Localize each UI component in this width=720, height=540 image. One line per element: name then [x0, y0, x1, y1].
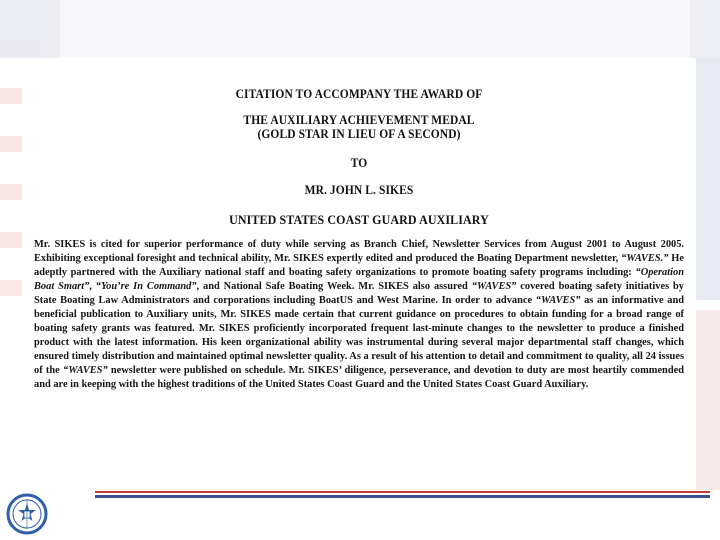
newsletter-title: “WAVES” — [535, 295, 581, 307]
body-text-segment: , and National Safe Boating Week. Mr. SIKES also assured — [196, 281, 472, 293]
program-name: “You’re In Command” — [95, 281, 197, 293]
newsletter-title: “WAVES.” — [621, 253, 669, 265]
award-qualifier: (GOLD STAR IN LIEU OF A SECOND) — [257, 128, 461, 142]
body-text-segment: newsletter were published on schedule. Mr. SIKES’ diligence, perseverance, and devotion to duty are most heartily commended and are in keeping with the highest traditions of the United States Coast Guard and the United States Coast Guard Auxiliary. — [34, 365, 685, 391]
newsletter-title: “WAVES” — [471, 281, 517, 293]
body-text-segment: He adeptly partnered with the Auxiliary national staff and boating safety organizations to promote boating safety programs including: — [34, 253, 684, 279]
body-text-segment: as an informative and beneficial publication to Auxiliary units, Mr. SIKES made certain that current guidance on procedures to obtain funding for a broad range of boating safety grants was featured. Mr. SIKES proficiently incorporated frequent last-minute changes to the newsletter to produce a finished product with the latest information. His keen organizational ability was instrumental during several major departmental staff changes, which ensured timely distribution and maintained optimal newsletter quality. As a result of his attention to detail and commitment to quality, all 24 issues of the — [34, 295, 684, 377]
newsletter-title: “WAVES” — [63, 365, 108, 377]
recipient-name: MR. JOHN L. SIKES — [304, 184, 414, 198]
to-line: TO — [350, 157, 368, 171]
citation-document — [22, 58, 696, 488]
coast-guard-auxiliary-seal-icon — [6, 493, 48, 535]
body-text-segment: covered boating safety initiatives by State Boating Law Administrators and corporations including BoatUS and West Marine. In order to advance — [34, 281, 684, 307]
organization-name: UNITED STATES COAST GUARD AUXILIARY — [229, 212, 489, 228]
footer-blue-bar — [95, 495, 710, 498]
body-text-segment: , — [89, 281, 96, 293]
award-name: THE AUXILIARY ACHIEVEMENT MEDAL — [243, 114, 475, 128]
program-name: “Operation Boat Smart” — [34, 267, 684, 293]
body-text-segment: Mr. SIKES is cited for superior performance of duty while serving as Branch Chief, Newsletter Services from August 2001 to August 2005. Exhibiting exceptional foresight and technical ability, Mr. SIKES expertly edited and produced the Boating Department newsletter, — [34, 239, 684, 265]
citation-title: CITATION TO ACCOMPANY THE AWARD OF — [235, 88, 483, 102]
footer-red-bar — [95, 491, 710, 493]
citation-body — [34, 238, 684, 393]
